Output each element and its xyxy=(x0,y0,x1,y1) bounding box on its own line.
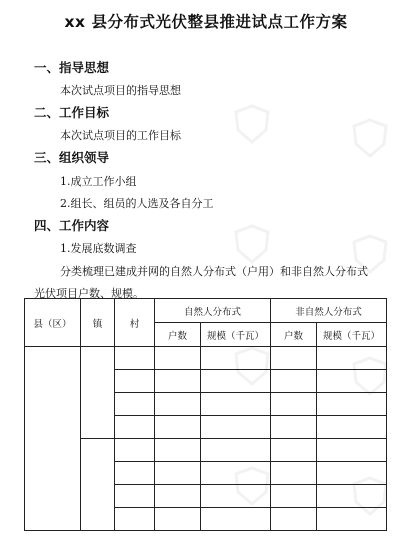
header-scale: 规模（千瓦） xyxy=(317,323,387,347)
header-count: 户数 xyxy=(271,323,317,347)
table-cell xyxy=(25,347,81,531)
table-cell xyxy=(201,393,271,416)
table-cell xyxy=(115,393,155,416)
table-cell xyxy=(155,347,201,370)
paragraph-line: 分类梳理已建成并网的自然人分布式（户用）和非自然人分布式 xyxy=(60,265,368,278)
table-cell xyxy=(201,508,271,531)
section-heading-leadership: 三、组织领导 xyxy=(34,150,110,165)
table-cell xyxy=(201,370,271,393)
section-heading-guiding: 一、指导思想 xyxy=(34,60,110,75)
document-title: xx 县分布式光伏整县推进试点工作方案 xyxy=(64,13,348,31)
table-cell xyxy=(317,393,387,416)
table-cell xyxy=(115,462,155,485)
table-cell xyxy=(317,485,387,508)
header-scale: 规模（千瓦） xyxy=(201,323,271,347)
table-cell xyxy=(317,347,387,370)
paragraph-line: 光伏项目户数、规模。 xyxy=(34,287,144,300)
header-county: 县（区） xyxy=(25,299,81,347)
section-heading-goals: 二、工作目标 xyxy=(34,105,110,120)
table-cell xyxy=(271,416,317,439)
header-count: 户数 xyxy=(155,323,201,347)
list-item: 1.成立工作小组 xyxy=(60,175,137,188)
table-cell xyxy=(317,370,387,393)
table-cell xyxy=(81,439,115,531)
table-cell xyxy=(201,485,271,508)
table-cell xyxy=(271,508,317,531)
header-village: 村 xyxy=(115,299,155,347)
table-cell xyxy=(317,462,387,485)
table-cell xyxy=(317,439,387,462)
survey-table xyxy=(24,298,387,531)
list-item: 2.组长、组员的人选及各自分工 xyxy=(60,197,214,210)
header-town: 镇 xyxy=(81,299,115,347)
table-cell xyxy=(201,462,271,485)
header-natural-group: 自然人分布式 xyxy=(155,299,271,323)
table-cell xyxy=(115,485,155,508)
table-cell xyxy=(155,485,201,508)
table-cell xyxy=(115,439,155,462)
watermark-shield-icon xyxy=(232,104,272,144)
table-cell xyxy=(115,347,155,370)
table-cell xyxy=(271,485,317,508)
table-cell xyxy=(271,439,317,462)
table-cell xyxy=(155,439,201,462)
table-cell xyxy=(271,393,317,416)
section-body-goals: 本次试点项目的工作目标 xyxy=(60,129,181,142)
table-cell xyxy=(155,370,201,393)
table-cell xyxy=(115,370,155,393)
table-cell xyxy=(155,508,201,531)
watermark-shield-icon xyxy=(232,224,272,264)
table-cell xyxy=(155,393,201,416)
list-item: 1.发展底数调查 xyxy=(60,242,137,255)
table-cell xyxy=(271,347,317,370)
table-cell xyxy=(271,462,317,485)
header-non-natural-group: 非自然人分布式 xyxy=(271,299,387,323)
section-body-guiding: 本次试点项目的指导思想 xyxy=(60,84,181,97)
watermark-shield-icon xyxy=(350,118,390,158)
table-cell xyxy=(81,347,115,439)
table-row xyxy=(25,347,387,370)
table-cell xyxy=(201,416,271,439)
table-cell xyxy=(317,416,387,439)
table-cell xyxy=(201,347,271,370)
table-cell xyxy=(155,462,201,485)
table-cell xyxy=(115,416,155,439)
table-cell xyxy=(155,416,201,439)
table-cell xyxy=(115,508,155,531)
table-cell xyxy=(317,508,387,531)
table-cell xyxy=(201,439,271,462)
section-heading-work: 四、工作内容 xyxy=(34,218,110,233)
table-cell xyxy=(271,370,317,393)
